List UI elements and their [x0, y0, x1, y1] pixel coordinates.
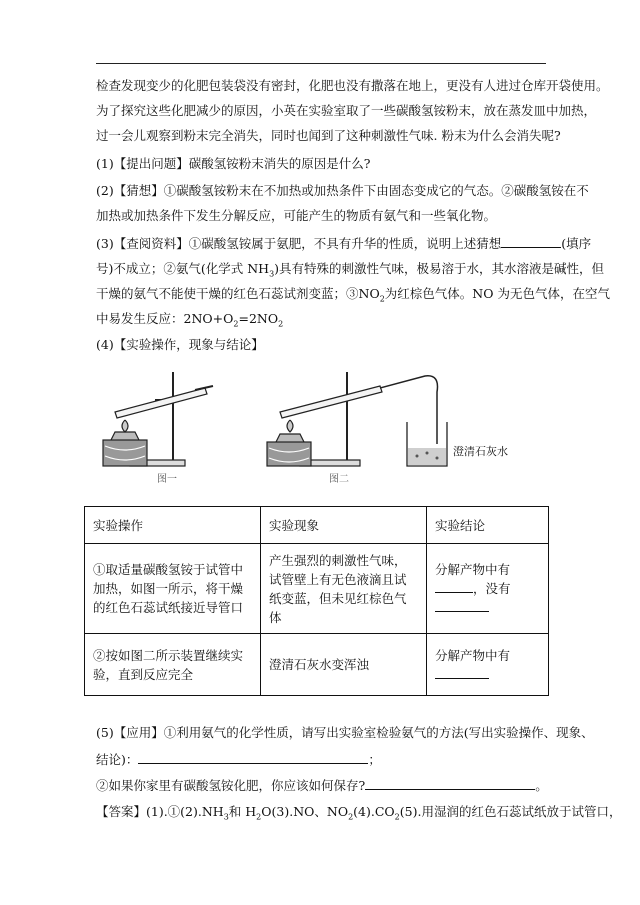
- subscript: 3: [223, 812, 229, 822]
- answer-text: (5).用湿润的红色石蕊试纸放于试管口，: [399, 804, 622, 819]
- q3-text: (3)【查阅资料】①碳酸氢铵属于氨肥，不具有升华的性质，说明上述猜想: [96, 236, 502, 251]
- paragraph-line: 检查发现变少的化肥包装袋没有密封，化肥也没有撒落在地上，更没有人进过仓库开袋使用。: [96, 78, 609, 93]
- answer-line: [96, 802, 622, 827]
- figure-two-apparatus: [267, 372, 447, 466]
- answer-blank[interactable]: [501, 235, 561, 248]
- answer-blank[interactable]: [138, 751, 368, 764]
- question-2-line: (2)【猜想】①碳酸氢铵粉末在不加热或加热条件下由固态变成它的气态。②碳酸氢铵在不: [96, 183, 589, 198]
- subscript: 2: [278, 319, 284, 329]
- apparatus-figure: [95, 362, 515, 487]
- subscript: 2: [256, 812, 262, 822]
- paragraph-line: 为了探究这些化肥减少的原因，小英在实验室取了一些碳酸氢铵粉末，放在蒸发皿中加热，: [96, 103, 597, 118]
- row1-operation: ①取适量碳酸氢铵于试管中加热，如图一所示，将干燥的红色石蕊试纸接近导管口: [85, 544, 261, 634]
- row1-phenomenon: 产生强烈的刺激性气味，试管壁上有无色液滴且试纸变蓝，但未见红棕色气体: [261, 544, 427, 634]
- conclusion-text: ，没有: [473, 581, 511, 596]
- conclusion-text: 分解产物中有: [435, 647, 511, 663]
- answer-text: O(3).NO、NO: [261, 804, 349, 819]
- figure-two-label: 图二: [329, 474, 349, 485]
- table-row: [85, 544, 549, 634]
- question-5-line: [96, 750, 548, 769]
- question-3-line: [96, 309, 548, 334]
- question-1: (1)【提出问题】碳酸氢铵粉末消失的原因是什么?: [96, 156, 371, 171]
- answer-blank[interactable]: [435, 580, 473, 593]
- q5-text: ；: [368, 752, 381, 767]
- answer-text: 【答案】(1).①(2).NH: [96, 804, 224, 819]
- q3-text: )具有特殊的刺激性气味，极易溶于水，其水溶液是碱性，但: [274, 261, 605, 276]
- subscript: 2: [348, 812, 354, 822]
- answer-blank[interactable]: [435, 666, 489, 679]
- question-4: (4)【实验操作，现象与结论】: [96, 337, 264, 352]
- q3-text: 干燥的氨气不能使干燥的红色石蕊试剂变蓝；③NO: [96, 286, 380, 301]
- subscript: 2: [394, 812, 400, 822]
- q3-text: 号)不成立；②氨气(化学式 NH: [96, 261, 270, 276]
- header-conclusion: 实验结论: [427, 507, 549, 544]
- q3-text: 为红棕色气体。NO 为无色气体，在空气: [384, 286, 610, 301]
- q3-text: (填序: [561, 236, 592, 251]
- figure-one-label: 图一: [157, 474, 177, 485]
- q5-text: ②如果你家里有碳酸氢铵化肥，你应该如何保存?: [96, 778, 366, 793]
- q3-text: =2NO: [238, 311, 279, 326]
- table-row: [85, 634, 549, 696]
- paragraph-line: 过一会儿观察到粉末完全消失，同时也闻到了这种刺激性气味. 粉末为什么会消失呢?: [96, 128, 561, 143]
- q3-text: 中易发生反应：2NO+O: [96, 311, 234, 326]
- header-operation: 实验操作: [85, 507, 261, 544]
- question-3-line: [96, 234, 592, 253]
- subscript: 2: [379, 294, 385, 304]
- subscript: 2: [233, 319, 239, 329]
- row2-operation: ②按如图二所示装置继续实验，直到反应完全: [85, 634, 261, 696]
- subscript: 3: [269, 269, 275, 279]
- header-rule: [96, 63, 546, 64]
- experiment-table: [84, 506, 549, 696]
- conclusion-text: 分解产物中有: [435, 562, 511, 577]
- question-2-line: 加热或加热条件下发生分解反应，可能产生的物质有氨气和一些氧化物。: [96, 208, 497, 223]
- q5-text: 结论)：: [96, 752, 139, 767]
- question-5-line: (5)【应用】①利用氨气的化学性质，请写出实验室检验氨气的方法(写出实验操作、现象、: [96, 725, 594, 740]
- table-header-row: [85, 507, 549, 544]
- figure-one-apparatus: [103, 372, 213, 466]
- question-5-line: [96, 776, 548, 795]
- answer-text: 和 H: [228, 804, 257, 819]
- question-3-line: [96, 259, 605, 284]
- limewater-label: 澄清石灰水: [453, 445, 508, 458]
- answer-text: (4).CO: [353, 804, 395, 819]
- question-3-line: [96, 284, 610, 309]
- q5-text: 。: [535, 778, 548, 793]
- answer-blank[interactable]: [365, 777, 535, 790]
- row2-phenomenon: 澄清石灰水变浑浊: [261, 634, 427, 696]
- answer-blank[interactable]: [435, 599, 489, 612]
- row1-conclusion: [427, 544, 549, 634]
- header-phenomenon: 实验现象: [261, 507, 427, 544]
- row2-conclusion: [427, 634, 549, 696]
